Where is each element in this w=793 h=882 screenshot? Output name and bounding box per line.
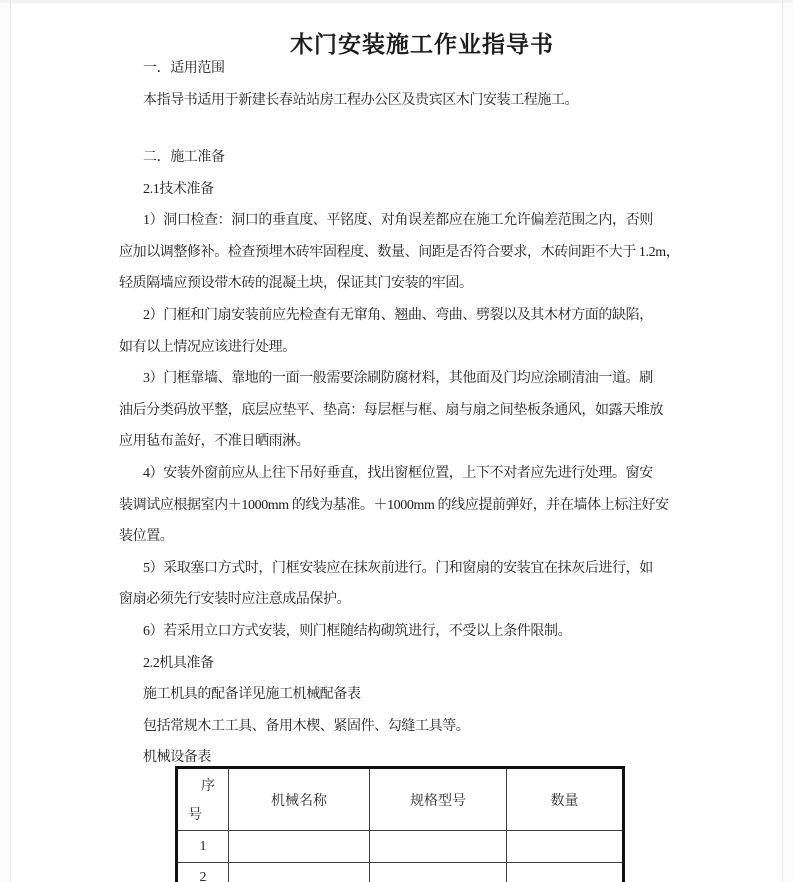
table-header-cell: 规格型号	[370, 768, 507, 831]
doc-line-10: 3）门框靠墙、靠地的一面一般需要涂刷防腐材料，其他面及门均应涂刷清油一道。刷	[143, 371, 653, 387]
table-cell	[507, 863, 624, 882]
doc-line-4: 2.1技术准备	[143, 181, 214, 197]
doc-line-15: 装位置。	[119, 529, 174, 545]
doc-line-11: 油后分类码放平整，底层应垫平、垫高：每层框与框、扇与扇之间垫板条通风，如露天堆放	[119, 402, 663, 418]
doc-line-19: 2.2机具准备	[143, 655, 214, 671]
doc-line-6: 应加以调整修补。检查预埋木砖牢固程度、数量、间距是否符合要求，木砖间距不大于 1.2m，	[119, 244, 680, 260]
table-header-cell: 序号	[177, 768, 229, 831]
table-cell	[229, 863, 370, 882]
doc-line-18: 6）若采用立口方式安装，则门框随结构砌筑进行，不受以上条件限制。	[143, 624, 572, 639]
doc-line-12: 应用毡布盖好，不准日晒雨淋。	[119, 434, 310, 450]
doc-line-22: 机械设备表	[143, 750, 211, 766]
page-top-edge	[0, 0, 793, 3]
doc-line-13: 4）安装外窗前应从上往下吊好垂直，找出窗框位置，上下不对者应先进行处理。窗安	[143, 466, 653, 481]
doc-line-8: 2）门框和门扇安装前应先检查有无窜角、翘曲、弯曲、劈裂以及其木材方面的缺陷，	[143, 308, 653, 323]
doc-line-14: 装调试应根据室内＋1000mm 的线为基准。＋1000mm 的线应提前弹好，并在墙体上标注好安	[119, 497, 669, 513]
table-cell	[370, 863, 507, 882]
doc-line-17: 窗扇必须先行安装时应注意成品保护。	[119, 592, 351, 608]
table-cell	[370, 831, 507, 863]
table-cell: 2	[177, 863, 229, 882]
page-left-gutter	[0, 0, 10, 882]
doc-line-1: 一．适用范围	[143, 61, 225, 76]
equipment-table	[175, 766, 625, 882]
table-row	[177, 831, 624, 863]
page-right-gutter	[783, 0, 793, 882]
table-row	[177, 863, 624, 882]
page-right-edge	[782, 0, 783, 882]
table-header-cell: 机械名称	[229, 768, 370, 831]
doc-line-2: 本指导书适用于新建长春站站房工程办公区及贵宾区木门安装工程施工。	[143, 93, 579, 108]
doc-line-20: 施工机具的配备详见施工机械配备表	[143, 687, 361, 703]
equipment-table-container	[175, 766, 629, 882]
document-title: 木门安装施工作业指导书	[290, 32, 554, 58]
page-left-edge	[10, 0, 11, 882]
table-header-row	[177, 768, 624, 831]
table-cell	[229, 831, 370, 863]
doc-line-9: 如有以上情况应该进行处理。	[119, 339, 296, 355]
doc-line-16: 5）采取塞口方式时，门框安装应在抹灰前进行。门和窗扇的安装宜在抹灰后进行，如	[143, 560, 653, 576]
table-cell: 1	[177, 831, 229, 863]
table-cell	[507, 831, 624, 863]
doc-line-3: 二．施工准备	[143, 150, 225, 165]
doc-line-5: 1）洞口检查：洞口的垂直度、平铭度、对角误差都应在施工允许偏差范围之内，否则	[143, 213, 653, 229]
doc-line-7: 轻质隔墙应预设带木砖的混凝土块，保证其门安装的牢固。	[119, 276, 473, 292]
table-header-cell: 数量	[507, 768, 624, 831]
doc-line-21: 包括常规木工工具、备用木楔、紧固件、勾缝工具等。	[143, 718, 470, 734]
